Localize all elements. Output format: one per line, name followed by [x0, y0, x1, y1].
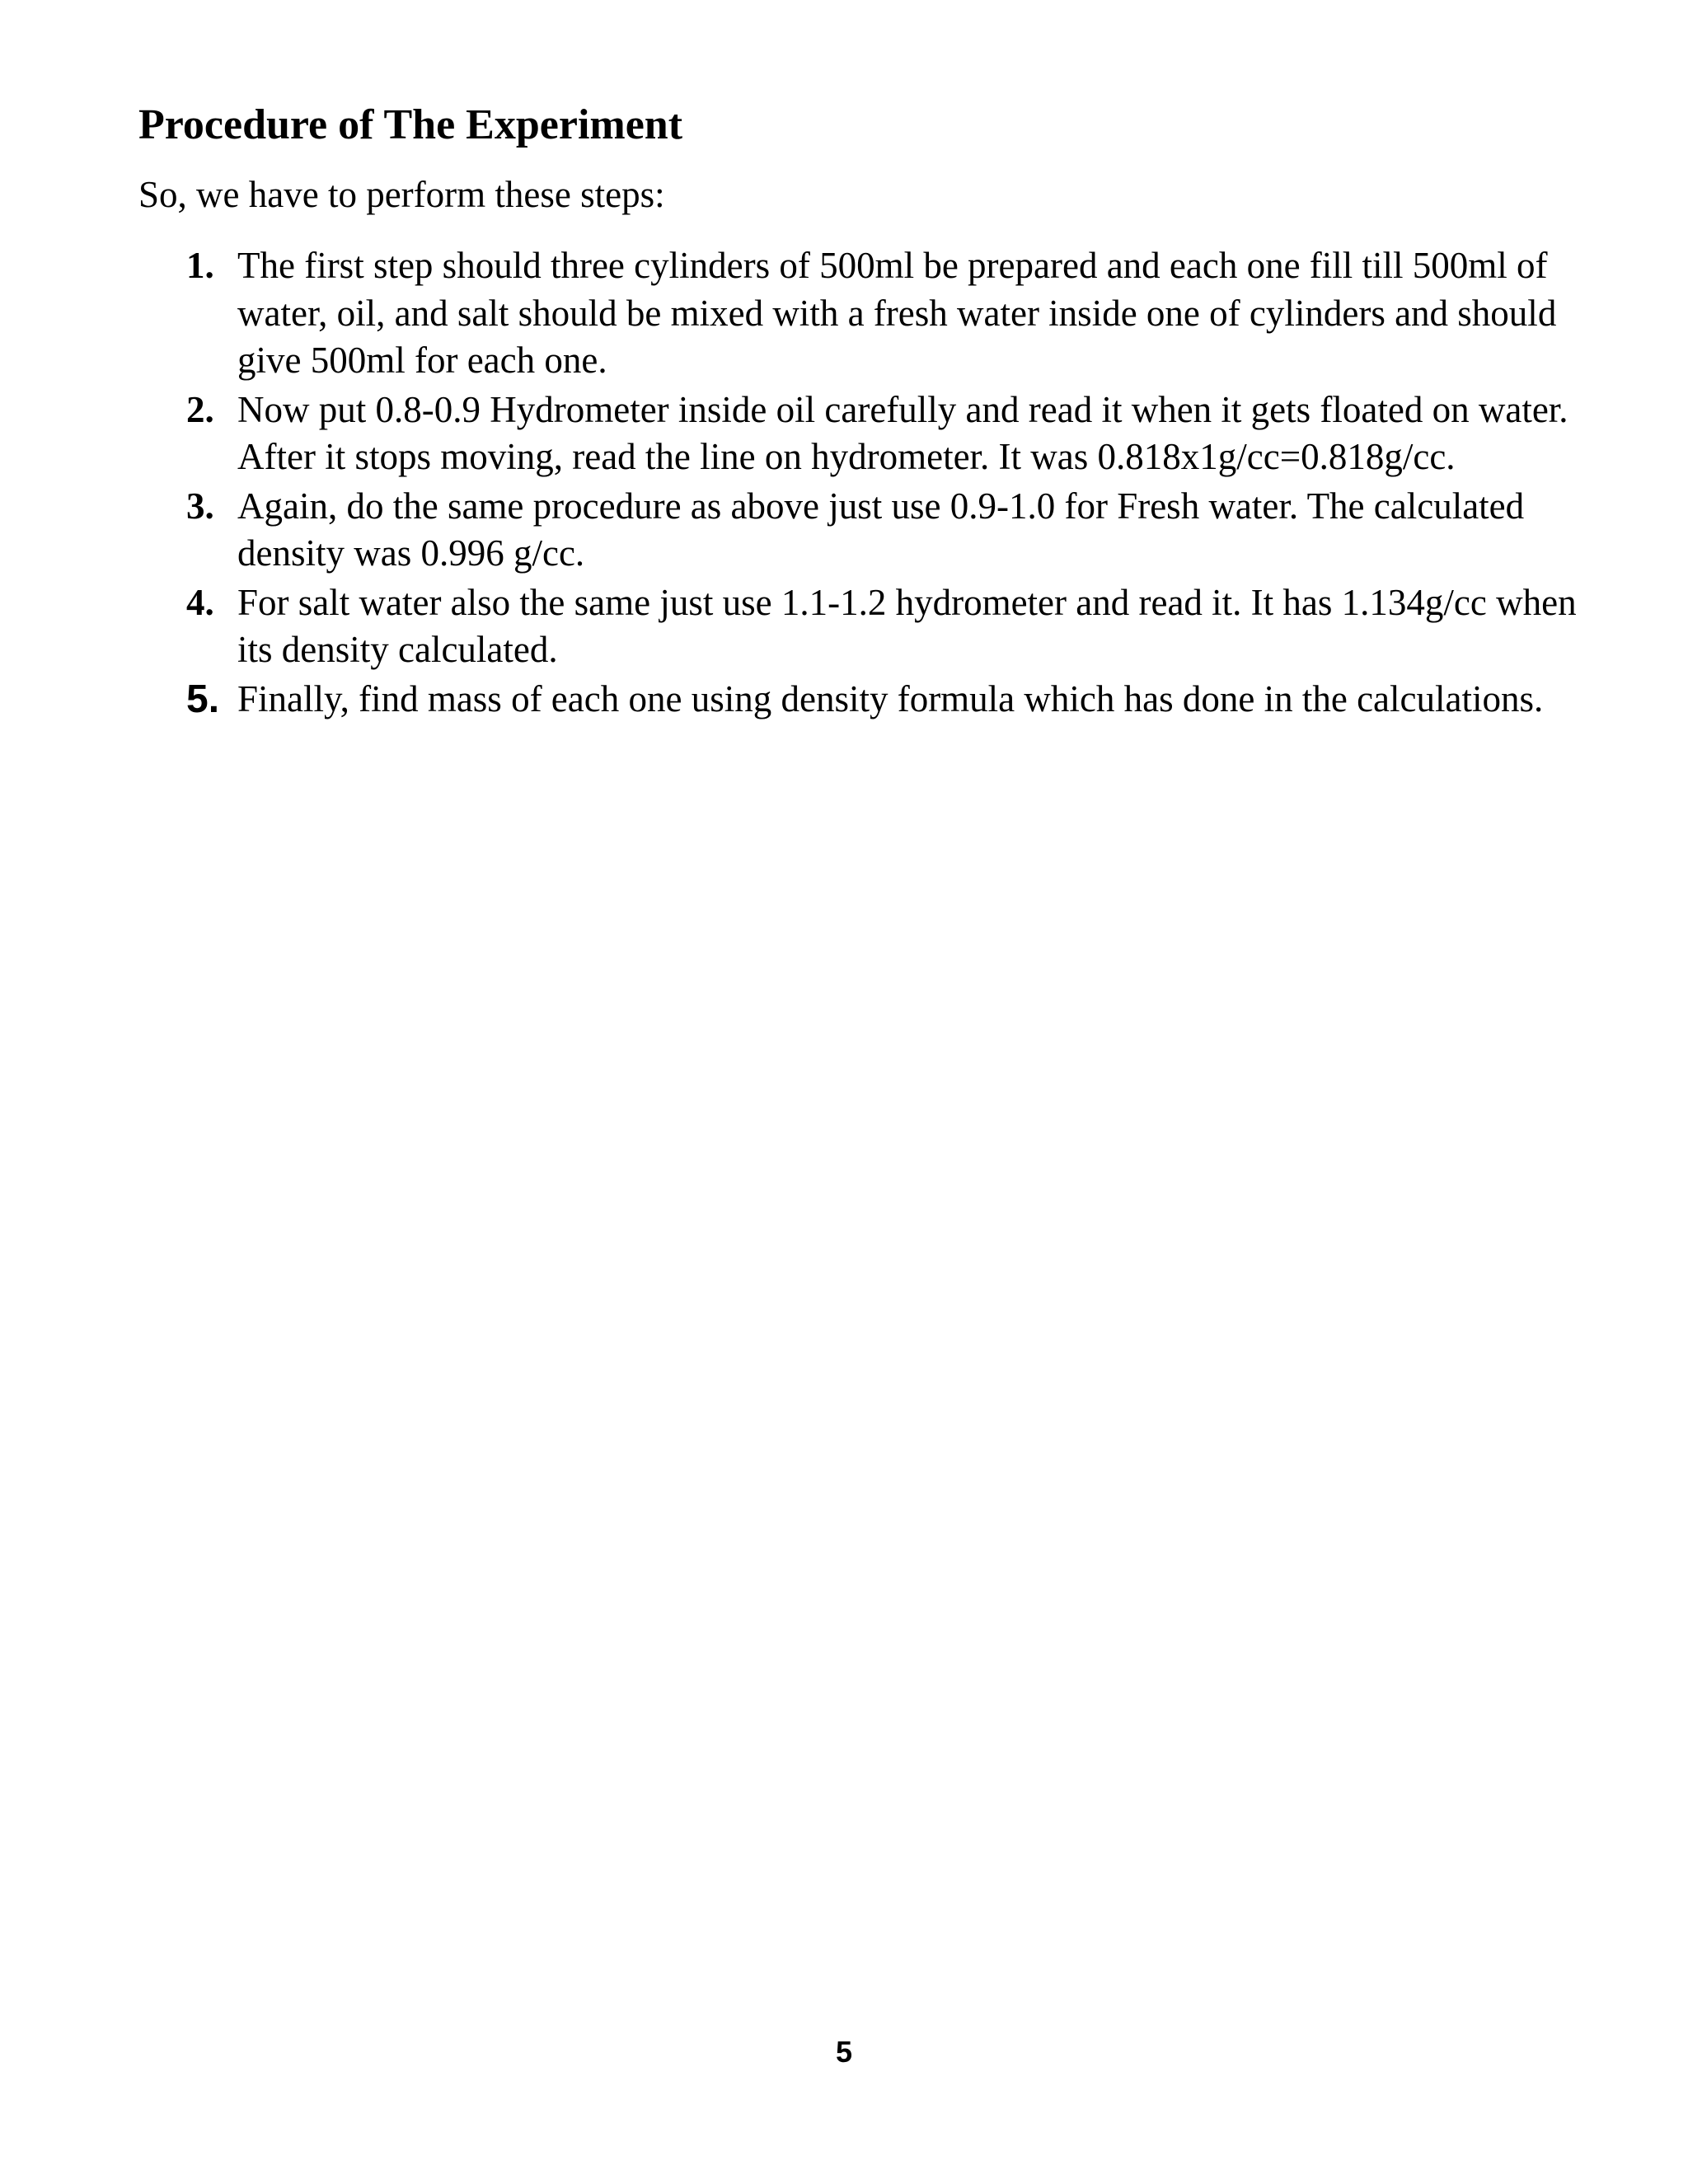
step-text: Finally, find mass of each one using density formula which has done in the calculations. [237, 677, 1544, 719]
step-number: 4. [186, 581, 214, 623]
procedure-steps-list [0, 242, 1688, 724]
step-number: 5. [186, 677, 220, 721]
step-number: 1. [186, 245, 214, 286]
section-heading: Procedure of The Experiment [138, 101, 683, 148]
step-item-1 [0, 242, 1688, 385]
step-item-5 [0, 676, 1688, 724]
step-item-3 [0, 483, 1688, 578]
intro-paragraph: So, we have to perform these steps: [138, 174, 665, 215]
step-text: For salt water also the same just use 1.1-1.2 hydrometer and read it. It has 1.134g/cc when its density calculated. [237, 581, 1577, 670]
page-number: 5 [835, 2035, 853, 2069]
step-text: Now put 0.8-0.9 Hydrometer inside oil carefully and read it when it gets floated on water. After it stops moving, read the line on hydrometer. It was 0.818x1g/cc=0.818g/cc. [237, 388, 1568, 477]
step-text: Again, do the same procedure as above just use 0.9-1.0 for Fresh water. The calculated density was 0.996 g/cc. [237, 485, 1525, 574]
step-item-2 [0, 387, 1688, 481]
step-item-4 [0, 579, 1688, 674]
step-number: 2. [186, 388, 214, 430]
step-number: 3. [186, 485, 214, 527]
step-text: The first step should three cylinders of 500ml be prepared and each one fill till 500ml of water, oil, and salt should be mixed with a fresh water inside one of cylinders and should give 500ml for each one. [237, 245, 1557, 381]
